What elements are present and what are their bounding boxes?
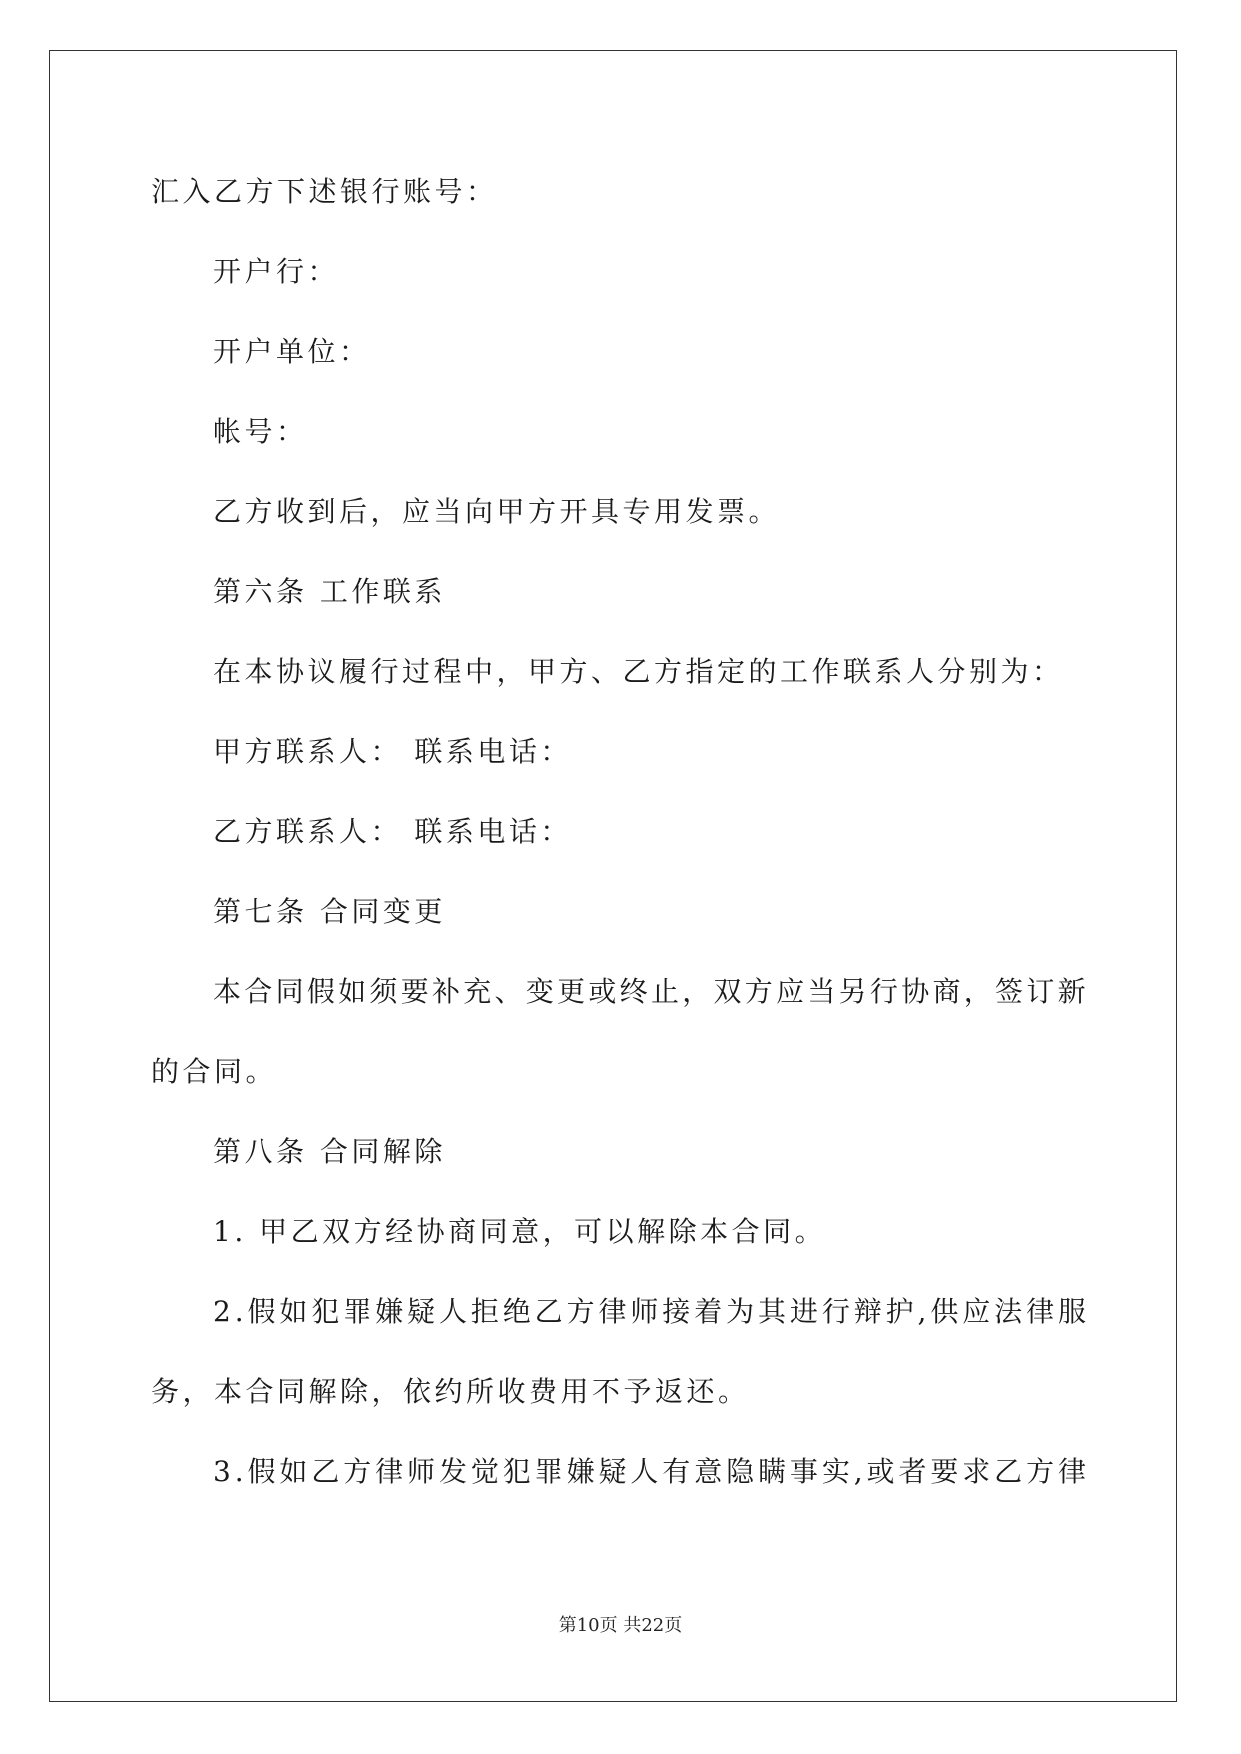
glyph: 须	[369, 975, 398, 1008]
glyph: 法	[994, 1295, 1023, 1328]
glyph: 绝	[502, 1295, 531, 1328]
glyph: 假	[247, 1295, 276, 1328]
text-line-contacts-intro: 在本协议履行过程中，甲方、乙方指定的工作联系人分别为：	[213, 655, 1064, 688]
glyph: 订	[1026, 975, 1055, 1008]
glyph: ，	[963, 975, 992, 1008]
glyph: 律	[598, 1295, 627, 1328]
glyph: 方	[1026, 1455, 1055, 1488]
glyph: 为	[726, 1295, 755, 1328]
text-line-bank-account-intro: 汇入乙方下述银行账号：	[151, 175, 498, 208]
glyph: 同	[275, 975, 304, 1008]
article-8-heading: 第八条 合同解除	[213, 1135, 446, 1168]
glyph: 如	[279, 1455, 308, 1488]
article-7-heading: 第七条 合同变更	[213, 895, 446, 928]
clause-2-cont: 务，本合同解除，依约所收费用不予返还。	[151, 1375, 750, 1408]
glyph: 实	[821, 1455, 850, 1488]
glyph: 罪	[534, 1455, 563, 1488]
glyph: 辩	[853, 1295, 882, 1328]
glyph: 另	[838, 975, 867, 1008]
glyph: 师	[630, 1295, 659, 1328]
glyph: 要	[930, 1455, 959, 1488]
glyph: .	[234, 1295, 244, 1328]
clause-3	[213, 1452, 1086, 1492]
glyph: 或	[866, 1455, 895, 1488]
text-line-invoice: 乙方收到后，应当向甲方开具专用发票。	[213, 495, 781, 528]
glyph: 者	[898, 1455, 927, 1488]
glyph: 当	[807, 975, 836, 1008]
glyph: 行	[821, 1295, 850, 1328]
glyph: 双	[713, 975, 742, 1008]
text-line-amendment	[213, 972, 1086, 1012]
glyph: 接	[662, 1295, 691, 1328]
glyph: 合	[244, 975, 273, 1008]
glyph: 瞒	[758, 1455, 787, 1488]
glyph: 充	[463, 975, 492, 1008]
glyph: 或	[588, 975, 617, 1008]
glyph: 其	[758, 1295, 787, 1328]
glyph: 护	[885, 1295, 914, 1328]
glyph: 罪	[343, 1295, 372, 1328]
glyph: 隐	[726, 1455, 755, 1488]
glyph: 如	[338, 975, 367, 1008]
text-line-bank-name: 开户行：	[213, 255, 340, 288]
glyph: ，	[682, 975, 711, 1008]
glyph: ,	[917, 1295, 927, 1328]
text-line-party-a-contact: 甲方联系人： 联系电话：	[213, 735, 572, 768]
glyph: 律	[375, 1455, 404, 1488]
glyph: 乙	[311, 1455, 340, 1488]
text-line-amendment-cont: 的合同。	[151, 1055, 278, 1088]
glyph: 疑	[407, 1295, 436, 1328]
glyph: 有	[662, 1455, 691, 1488]
glyph: 方	[744, 975, 773, 1008]
text-line-account-holder: 开户单位：	[213, 335, 371, 368]
glyph: 、	[494, 975, 523, 1008]
glyph: 乙	[534, 1295, 563, 1328]
glyph: 嫌	[375, 1295, 404, 1328]
glyph: 行	[869, 975, 898, 1008]
glyph: 律	[1026, 1295, 1055, 1328]
glyph: 觉	[470, 1455, 499, 1488]
glyph: 人	[630, 1455, 659, 1488]
glyph: 师	[407, 1455, 436, 1488]
glyph: 供	[930, 1295, 959, 1328]
glyph: 犯	[311, 1295, 340, 1328]
glyph: 人	[438, 1295, 467, 1328]
glyph: 着	[694, 1295, 723, 1328]
glyph: 应	[962, 1295, 991, 1328]
glyph: 签	[995, 975, 1024, 1008]
glyph: 疑	[598, 1455, 627, 1488]
page-footer: 第10页 共22页	[558, 1615, 683, 1636]
glyph: 假	[247, 1455, 276, 1488]
glyph: 补	[431, 975, 460, 1008]
text-line-account-number: 帐号：	[213, 415, 308, 448]
clause-2	[213, 1292, 1086, 1332]
glyph: 假	[306, 975, 335, 1008]
glyph: ,	[853, 1455, 863, 1488]
glyph: 嫌	[566, 1455, 595, 1488]
glyph: 进	[789, 1295, 818, 1328]
glyph: 新	[1057, 975, 1086, 1008]
text-line-party-b-contact: 乙方联系人： 联系电话：	[213, 815, 572, 848]
glyph: 终	[619, 975, 648, 1008]
glyph: 事	[789, 1455, 818, 1488]
glyph: 止	[650, 975, 679, 1008]
glyph: .	[234, 1455, 244, 1488]
glyph: 更	[557, 975, 586, 1008]
glyph: 意	[694, 1455, 723, 1488]
article-6-heading: 第六条 工作联系	[213, 575, 446, 608]
glyph: 要	[400, 975, 429, 1008]
glyph: 协	[901, 975, 930, 1008]
glyph: 本	[213, 975, 242, 1008]
glyph: 求	[962, 1455, 991, 1488]
glyph: 方	[343, 1455, 372, 1488]
glyph: 变	[525, 975, 554, 1008]
glyph: 律	[1057, 1455, 1086, 1488]
glyph: 3	[213, 1455, 231, 1488]
glyph: 乙	[994, 1455, 1023, 1488]
glyph: 犯	[502, 1455, 531, 1488]
glyph: 应	[776, 975, 805, 1008]
clause-1: 1. 甲乙双方经协商同意，可以解除本合同。	[213, 1215, 827, 1248]
glyph: 方	[566, 1295, 595, 1328]
glyph: 2	[213, 1295, 231, 1328]
glyph: 商	[932, 975, 961, 1008]
glyph: 发	[438, 1455, 467, 1488]
glyph: 如	[279, 1295, 308, 1328]
glyph: 服	[1057, 1295, 1086, 1328]
glyph: 拒	[470, 1295, 499, 1328]
